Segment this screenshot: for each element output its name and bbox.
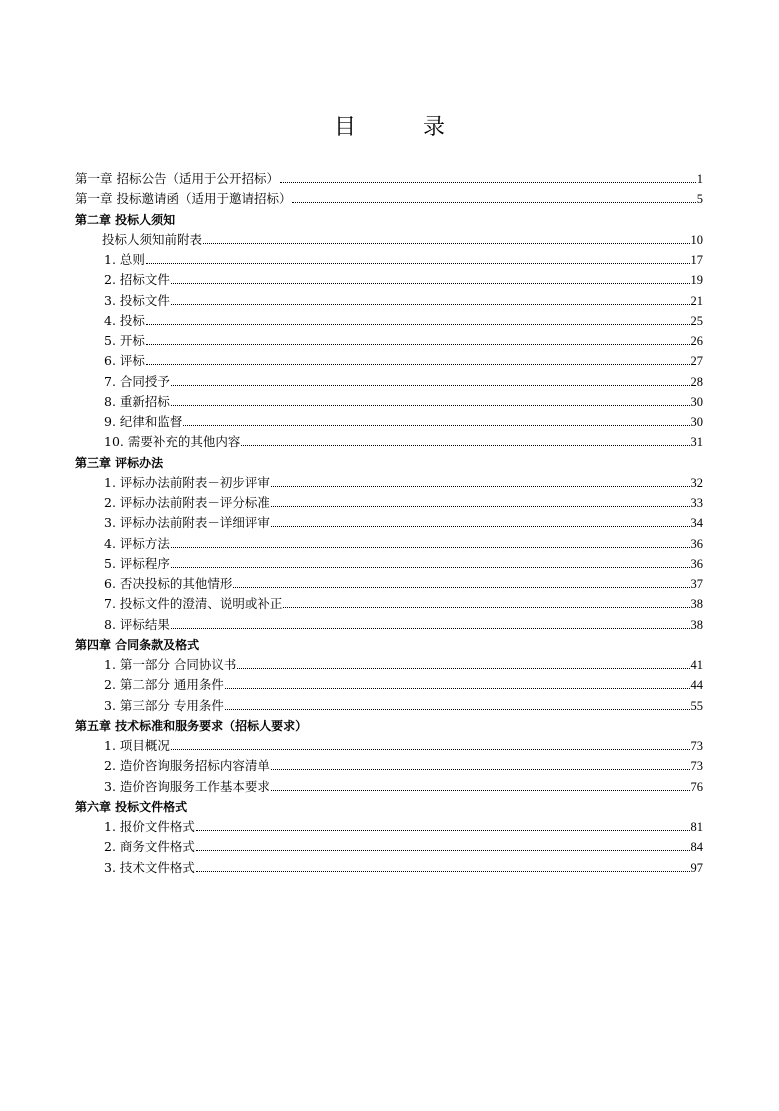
toc-page-number: 28 (690, 374, 703, 389)
toc-page-number: 38 (690, 617, 703, 632)
toc-entry-label: 4. 评标方法 (104, 535, 170, 551)
toc-page-number: 21 (690, 293, 703, 308)
toc-section-entry[interactable] (75, 270, 703, 290)
toc-leader-dots (146, 324, 690, 325)
toc-page-number: 41 (690, 658, 703, 672)
toc-entry-label: 第六章 投标文件格式 (75, 799, 188, 814)
toc-page-number: 33 (690, 496, 703, 510)
toc-page-number: 84 (690, 840, 703, 855)
page-title: 目 录 (334, 115, 475, 140)
toc-entry[interactable] (75, 230, 703, 250)
toc-entry-label: 第一章 招标公告（适用于公开招标） (75, 171, 279, 186)
toc-entry-label: 第三章 评标办法 (75, 455, 164, 470)
toc-entry-label: 第五章 技术标准和服务要求（招标人要求） (75, 718, 308, 733)
toc-entry-label: 投标人须知前附表 (102, 231, 203, 247)
toc-entry-label: 8. 重新招标 (104, 393, 170, 409)
toc-leader-dots (146, 344, 690, 345)
toc-section-entry[interactable] (75, 574, 703, 594)
toc-section-entry[interactable] (75, 331, 703, 351)
toc-entry-label: 5. 开标 (104, 333, 145, 348)
toc-entry-label: 2. 商务文件格式 (104, 839, 195, 855)
toc-page-number: 37 (690, 577, 703, 591)
toc-leader-dots (271, 486, 690, 487)
toc-section-entry[interactable] (75, 513, 703, 533)
toc-page-number: 30 (690, 415, 703, 429)
toc-section-entry[interactable] (75, 696, 703, 716)
toc-chapter-heading[interactable] (75, 797, 703, 817)
toc-chapter-entry[interactable] (75, 169, 703, 189)
toc-leader-dots (171, 385, 690, 386)
toc-leader-dots (146, 364, 690, 365)
toc-entry-label: 5. 评标程序 (104, 555, 170, 571)
toc-entry-label: 第二章 投标人须知 (75, 212, 176, 227)
toc-page-number: 76 (690, 779, 703, 794)
toc-entry-label: 7. 合同授予 (104, 373, 170, 389)
toc-page-number: 31 (690, 435, 703, 450)
toc-leader-dots (183, 425, 689, 426)
toc-section-entry[interactable] (75, 655, 703, 675)
toc-page-number: 55 (690, 698, 703, 713)
toc-section-entry[interactable] (75, 756, 703, 776)
toc-entry-label: 第一章 投标邀请函（适用于邀请招标） (75, 191, 292, 207)
toc-leader-dots (171, 283, 690, 284)
toc-entry-label: 2. 招标文件 (104, 272, 170, 288)
toc-leader-dots (171, 405, 690, 406)
toc-leader-dots (171, 567, 690, 568)
toc-entry-label: 第四章 合同条款及格式 (75, 637, 200, 652)
toc-entry-label: 4. 投标 (104, 312, 145, 328)
toc-entry-label: 6. 否决投标的其他情形 (104, 576, 233, 591)
toc-leader-dots (196, 830, 690, 831)
toc-page-number: 38 (690, 597, 703, 612)
toc-page-number: 36 (690, 536, 703, 551)
toc-page-number: 25 (690, 313, 703, 328)
toc-section-entry[interactable] (75, 412, 703, 432)
toc-leader-dots (233, 587, 689, 588)
toc-entry-label: 3. 评标办法前附表－详细评审 (104, 515, 270, 531)
toc-page-number: 1 (696, 172, 703, 186)
toc-section-entry[interactable] (75, 250, 703, 270)
toc-entry-label: 1. 总则 (104, 252, 145, 267)
toc-section-entry[interactable] (75, 675, 703, 695)
toc-section-entry[interactable] (75, 351, 703, 371)
toc-page-number: 19 (690, 273, 703, 288)
toc-page-number: 26 (690, 334, 703, 348)
toc-leader-dots (171, 304, 690, 305)
toc-entry-label: 7. 投标文件的澄清、说明或补正 (104, 596, 283, 612)
toc-leader-dots (171, 547, 690, 548)
toc-leader-dots (283, 607, 689, 608)
toc-page-number: 36 (690, 556, 703, 571)
toc-chapter-heading[interactable] (75, 635, 703, 655)
toc-entry-label: 3. 造价咨询服务工作基本要求 (104, 778, 270, 794)
toc-section-entry[interactable] (75, 392, 703, 412)
toc-entry-label: 2. 造价咨询服务招标内容清单 (104, 758, 270, 774)
toc-section-entry[interactable] (75, 736, 703, 756)
toc-section-entry[interactable] (75, 817, 703, 837)
toc-entry-label: 10. 需要补充的其他内容 (104, 434, 241, 450)
toc-page-number: 10 (690, 232, 703, 247)
toc-leader-dots (271, 526, 690, 527)
toc-entry-label: 6. 评标 (104, 353, 145, 369)
toc-section-entry[interactable] (75, 291, 703, 311)
toc-entry-label: 8. 评标结果 (104, 616, 170, 632)
toc-entry-label: 1. 项目概况 (104, 738, 170, 753)
toc-leader-dots (225, 688, 690, 689)
toc-section-entry[interactable] (75, 858, 703, 878)
toc-section-entry[interactable] (75, 777, 703, 797)
toc-chapter-heading[interactable] (75, 453, 703, 473)
toc-chapter-heading[interactable] (75, 716, 703, 736)
toc-section-entry[interactable] (75, 554, 703, 574)
toc-leader-dots (196, 871, 690, 872)
toc-entry-label: 3. 投标文件 (104, 292, 170, 308)
toc-page-number: 17 (690, 253, 703, 267)
toc-entry-label: 2. 评标办法前附表－评分标准 (104, 495, 270, 510)
toc-leader-dots (196, 850, 690, 851)
toc-entry-label: 3. 技术文件格式 (104, 859, 195, 875)
toc-chapter-entry[interactable] (75, 189, 703, 209)
table-of-contents (75, 169, 703, 878)
toc-section-entry[interactable] (75, 837, 703, 857)
toc-leader-dots (271, 790, 690, 791)
toc-page-number: 27 (690, 354, 703, 369)
toc-page-number: 34 (690, 516, 703, 531)
toc-leader-dots (225, 709, 690, 710)
toc-section-entry[interactable] (75, 534, 703, 554)
toc-section-entry[interactable] (75, 372, 703, 392)
toc-leader-dots (280, 182, 696, 183)
toc-page-number: 44 (690, 678, 703, 693)
toc-entry-label: 2. 第二部分 通用条件 (104, 677, 224, 693)
toc-leader-dots (241, 445, 689, 446)
toc-leader-dots (171, 749, 690, 750)
toc-leader-dots (271, 769, 690, 770)
toc-section-entry[interactable] (75, 493, 703, 513)
toc-section-entry[interactable] (75, 432, 703, 452)
toc-entry-label: 9. 纪律和监督 (104, 414, 183, 429)
toc-entry-label: 1. 报价文件格式 (104, 819, 195, 834)
toc-leader-dots (292, 202, 695, 203)
toc-leader-dots (271, 506, 690, 507)
toc-section-entry[interactable] (75, 311, 703, 331)
toc-leader-dots (203, 243, 689, 244)
toc-section-entry[interactable] (75, 615, 703, 635)
toc-entry-label: 1. 第一部分 合同协议书 (104, 657, 237, 672)
toc-page-number: 97 (690, 860, 703, 875)
toc-page-number: 32 (690, 475, 703, 490)
toc-chapter-heading[interactable] (75, 210, 703, 230)
toc-leader-dots (171, 628, 690, 629)
toc-page-number: 30 (690, 394, 703, 409)
toc-page-number: 81 (690, 820, 703, 834)
toc-page-number: 73 (690, 739, 703, 753)
toc-section-entry[interactable] (75, 594, 703, 614)
toc-leader-dots (237, 668, 689, 669)
toc-page-number: 5 (696, 192, 703, 207)
toc-section-entry[interactable] (75, 473, 703, 493)
toc-entry-label: 3. 第三部分 专用条件 (104, 697, 224, 713)
toc-entry-label: 1. 评标办法前附表－初步评审 (104, 474, 270, 490)
toc-page-number: 73 (690, 759, 703, 774)
toc-leader-dots (146, 263, 690, 264)
